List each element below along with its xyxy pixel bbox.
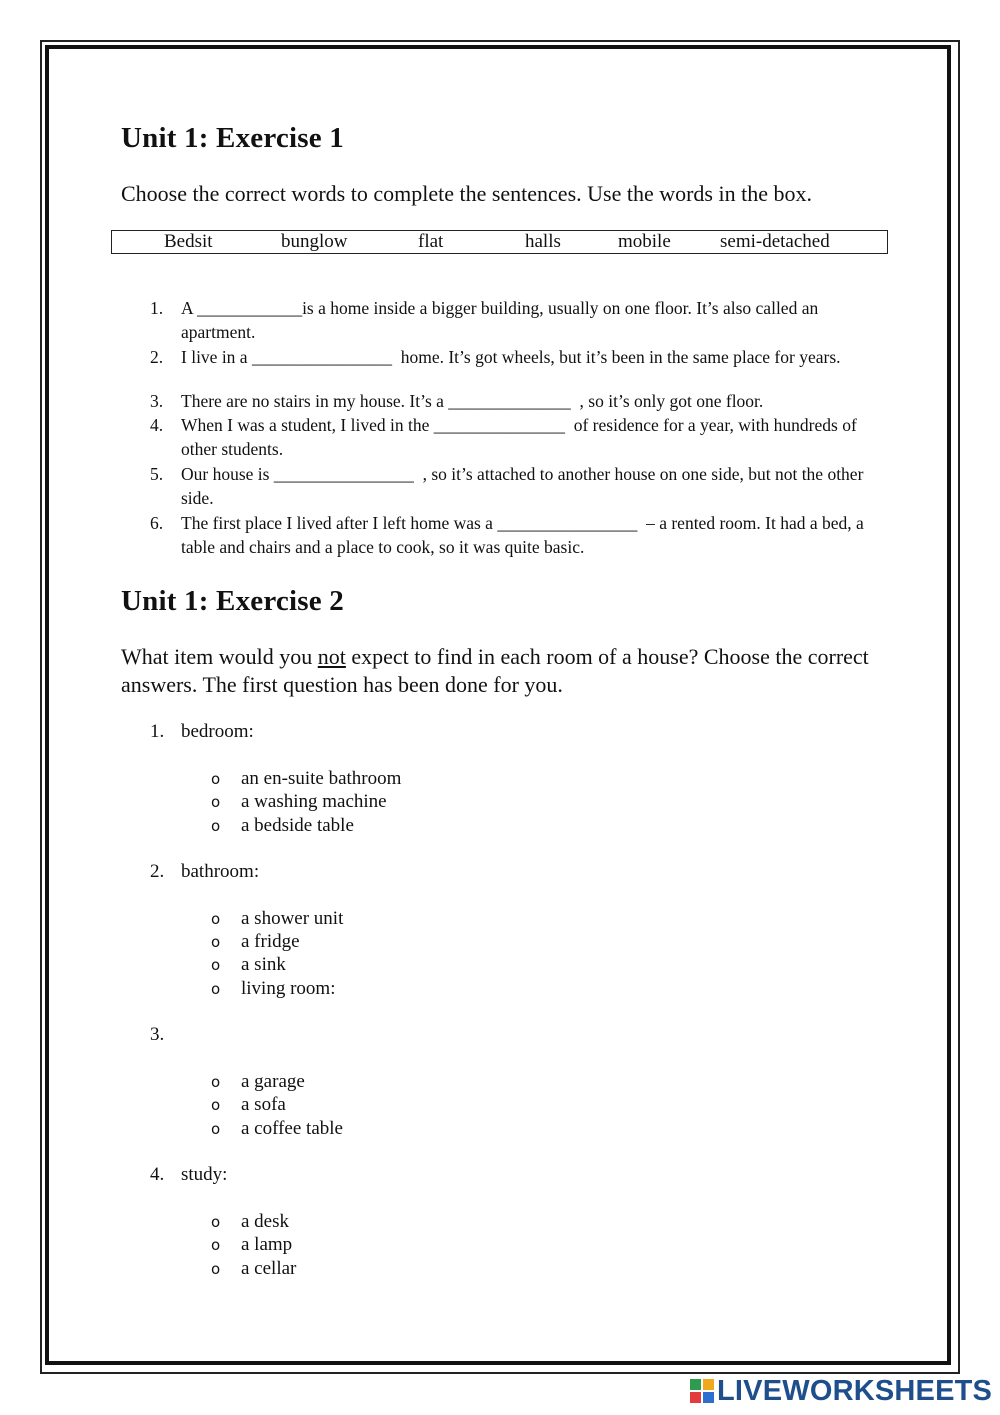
question-number: 1.: [150, 298, 164, 318]
question-number: 5.: [150, 464, 164, 484]
answer-blank[interactable]: ________________: [497, 513, 642, 533]
answer-option[interactable]: [211, 1070, 305, 1094]
radio-bullet-icon[interactable]: o: [211, 1096, 221, 1114]
radio-bullet-icon[interactable]: o: [211, 1213, 221, 1231]
option-label: a garage: [241, 1071, 305, 1092]
logo-square: [690, 1392, 701, 1403]
word-box: [111, 230, 888, 254]
answer-option[interactable]: [211, 1210, 289, 1234]
word-box-item: halls: [525, 231, 561, 252]
exercise1-question: [150, 462, 880, 510]
option-label: a lamp: [241, 1234, 293, 1255]
answer-option[interactable]: [211, 1257, 296, 1281]
question-number: 1.: [150, 721, 165, 742]
word-box-item: bunglow: [281, 231, 348, 252]
liveworksheets-logo-icon: [690, 1379, 716, 1405]
logo-square: [703, 1392, 714, 1403]
liveworksheets-logo[interactable]: [690, 1374, 993, 1410]
answer-option[interactable]: [211, 790, 387, 814]
option-label: a desk: [241, 1211, 290, 1232]
radio-bullet-icon[interactable]: o: [211, 933, 221, 951]
question-text-before: Our house is: [181, 464, 274, 484]
room-label: bedroom:: [181, 721, 254, 742]
question-number: 3.: [150, 391, 164, 411]
room-label: bathroom:: [181, 861, 260, 882]
room-label: study:: [181, 1164, 228, 1185]
question-text-before: I live in a: [181, 347, 252, 367]
question-number: 2.: [150, 347, 164, 367]
word-box-item: flat: [418, 231, 444, 252]
question-text-after: of residence for a year, with hundreds of other students.: [181, 415, 857, 459]
option-label: a cellar: [241, 1258, 297, 1279]
answer-option[interactable]: [211, 1093, 286, 1117]
word-box-item: semi-detached: [720, 231, 830, 252]
option-label: a sink: [241, 954, 286, 975]
instruction-text: expect to find in each room of a house? Choose the correct answers. The first question has been done for you.: [121, 644, 869, 697]
answer-blank[interactable]: ________________: [251, 347, 397, 367]
logo-square: [703, 1379, 714, 1390]
answer-option[interactable]: [211, 953, 286, 977]
radio-bullet-icon[interactable]: o: [211, 956, 221, 974]
option-label: a bedside table: [241, 815, 354, 836]
answer-option[interactable]: [211, 767, 401, 791]
question-text-before: A: [181, 298, 198, 318]
exercise2-instruction: [121, 643, 881, 699]
question-text-after: , so it’s only got one floor.: [575, 391, 764, 411]
option-label: a sofa: [241, 1094, 286, 1115]
room-question: [150, 1023, 181, 1047]
radio-bullet-icon[interactable]: o: [211, 770, 221, 788]
option-label: a coffee table: [241, 1118, 343, 1139]
radio-bullet-icon[interactable]: o: [211, 817, 221, 835]
answer-blank[interactable]: _______________: [433, 415, 570, 435]
question-number: 6.: [150, 513, 164, 533]
answer-option[interactable]: [211, 1117, 343, 1141]
word-box-item: mobile: [618, 231, 671, 252]
question-text-after: – a rented room. It had a bed, a table and chairs and a place to cook, so it was quite basic.: [181, 513, 864, 557]
answer-option[interactable]: [211, 977, 335, 1001]
logo-square: [690, 1379, 701, 1390]
liveworksheets-brand: LIVEWORKSHEETS: [717, 1375, 993, 1407]
exercise1-question: [150, 413, 880, 461]
exercise1-title: Unit 1: Exercise 1: [121, 122, 344, 154]
answer-blank[interactable]: ________________: [273, 464, 419, 484]
answer-blank[interactable]: ______________: [448, 391, 576, 411]
option-label: a shower unit: [241, 908, 344, 929]
answer-option[interactable]: [211, 930, 300, 954]
question-number: 2.: [150, 861, 165, 882]
question-text-before: There are no stairs in my house. It’s a: [181, 391, 449, 411]
question-number: 4.: [150, 415, 164, 435]
radio-bullet-icon[interactable]: o: [211, 910, 221, 928]
radio-bullet-icon[interactable]: o: [211, 980, 221, 998]
answer-blank[interactable]: ____________: [197, 298, 303, 318]
exercise1-question: [150, 389, 880, 413]
exercise1-question: [150, 345, 880, 369]
exercise2-title: Unit 1: Exercise 2: [121, 585, 344, 617]
option-label: a fridge: [241, 931, 300, 952]
instruction-text: What item would you: [121, 644, 318, 669]
option-label: an en-suite bathroom: [241, 768, 402, 789]
radio-bullet-icon[interactable]: o: [211, 793, 221, 811]
room-question: [150, 1163, 227, 1187]
room-question: [150, 860, 259, 884]
question-text-before: The first place I lived after I left home was a: [181, 513, 498, 533]
exercise1-question: [150, 296, 880, 344]
question-text-after: is a home inside a bigger building, usually on one floor. It’s also called an apartment.: [181, 298, 819, 342]
answer-option[interactable]: [211, 1233, 292, 1257]
question-text-after: home. It’s got wheels, but it’s been in the same place for years.: [396, 347, 841, 367]
answer-option[interactable]: [211, 814, 354, 838]
radio-bullet-icon[interactable]: o: [211, 1120, 221, 1138]
radio-bullet-icon[interactable]: o: [211, 1260, 221, 1278]
option-label: a washing machine: [241, 791, 387, 812]
answer-option[interactable]: [211, 907, 343, 931]
question-number: 3.: [150, 1024, 165, 1045]
option-label: living room:: [241, 978, 336, 999]
radio-bullet-icon[interactable]: o: [211, 1073, 221, 1091]
radio-bullet-icon[interactable]: o: [211, 1236, 221, 1254]
question-text-after: , so it’s attached to another house on one side, but not the other side.: [181, 464, 864, 508]
question-text-before: When I was a student, I lived in the: [181, 415, 434, 435]
exercise1-instruction: Choose the correct words to complete the sentences. Use the words in the box.: [121, 181, 812, 206]
room-question: [150, 720, 254, 744]
instruction-emphasis: not: [317, 644, 346, 669]
word-box-item: Bedsit: [164, 231, 213, 252]
exercise1-question: [150, 511, 880, 559]
question-number: 4.: [150, 1164, 165, 1185]
